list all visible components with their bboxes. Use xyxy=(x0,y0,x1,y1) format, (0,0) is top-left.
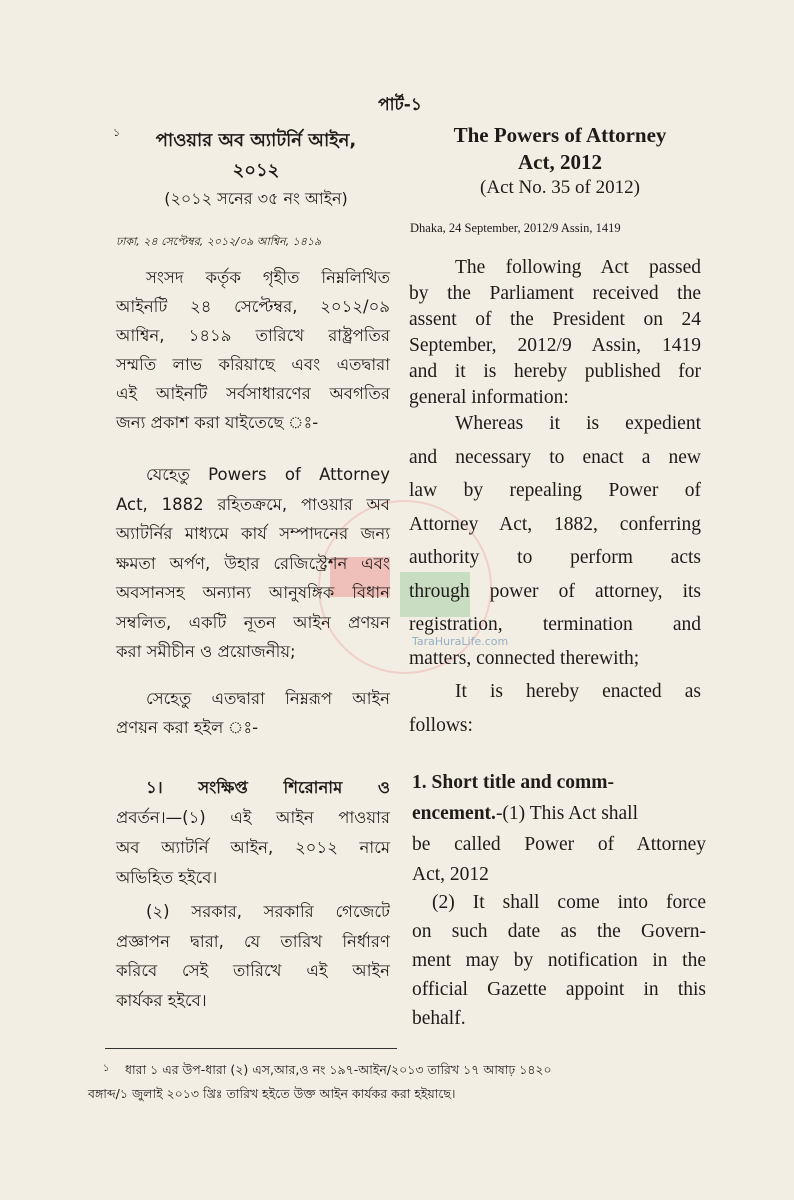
bangla-section1-2-line: (২) সরকার, সরকারি গেজেটে xyxy=(146,902,390,921)
section1-heading-en xyxy=(412,772,706,794)
english-section1-2-line: on such date as the Govern- xyxy=(412,921,706,942)
english-section1-2-line: (2) It shall come into force xyxy=(432,892,706,913)
english-preamble-line: by the Parliament received the xyxy=(409,283,701,304)
bangla-whereas-line: ক্ষমতা অর্পণ, উহার রেজিস্ট্রেশন এবং xyxy=(116,553,390,573)
english-preamble-line: The following Act passed xyxy=(455,257,701,278)
bangla-section1-line: ১। সংক্ষিপ্ত শিরোনাম ও xyxy=(146,778,390,797)
english-title-line1: The Powers of Attorney xyxy=(453,123,667,147)
english-section1-2-line: behalf. xyxy=(412,1008,466,1029)
bangla-whereas-line: অবসানসহ অন্যান্য আনুষঙ্গিক বিধান xyxy=(116,583,390,602)
bangla-whereas-line: অ্যাটর্নির মাধ্যমে কার্য সম্পাদনের জন্য xyxy=(116,524,390,543)
english-title-line2: Act, 2012 xyxy=(518,150,602,174)
english-whereas-line: through power of attorney, its xyxy=(409,580,701,602)
english-enact-line: follows: xyxy=(409,714,473,736)
english-section1-2-line: ment may by notification in the xyxy=(412,950,706,971)
footnote-divider xyxy=(105,1048,397,1049)
english-whereas-line: Whereas it is expedient xyxy=(455,413,701,434)
footnote-line1: ধারা ১ এর উপ-ধারা (২) এস,আর,ও নং ১৯৭-আইন/২০১৩ তারিখ ১৭ আষাঢ় ১৪২০ xyxy=(125,1062,552,1077)
bangla-section1-2-line: কার্যকর হইবে। xyxy=(116,990,207,1010)
bangla-title-line2: ২০১২ xyxy=(232,160,280,181)
english-preamble-line: assent of the President on 24 xyxy=(409,309,701,330)
bangla-preamble-line: সম্মতি লাভ করিয়াছে এবং এতদ্বারা xyxy=(116,355,390,374)
english-section1-line: Act, 2012 xyxy=(412,864,489,885)
english-preamble-line: and it is hereby published for xyxy=(409,361,701,382)
bangla-act-no: (২০১২ সনের ৩৫ নং আইন) xyxy=(164,189,348,208)
english-whereas-line: matters, connected therewith; xyxy=(409,647,640,669)
bangla-enact-line: সেহেতু এতদ্বারা নিম্নরূপ আইন xyxy=(146,689,390,708)
bangla-whereas-line: করা সমীচীন ও প্রয়োজনীয়; xyxy=(116,642,296,661)
bangla-title-line1: পাওয়ার অব অ্যাটর্নি আইন, xyxy=(155,130,357,151)
footnote-mark: ১ xyxy=(103,1063,110,1074)
section1-text: -(1) This Act shall xyxy=(495,803,639,824)
bangla-date: ঢাকা, ২৪ সেপ্টেম্বর, ২০১২/০৯ আশ্বিন, ১৪১৯ xyxy=(116,235,322,248)
english-preamble-line: general information: xyxy=(409,387,569,408)
english-whereas-line: law by repealing Power of xyxy=(409,480,701,501)
bangla-preamble-line: এই আইনটি সর্বসাধারণের অবগতির xyxy=(116,384,390,403)
section1-line1-en xyxy=(412,803,706,825)
section1-heading-line2: encement. xyxy=(412,803,496,824)
part-heading: পার্ট-১ xyxy=(378,95,422,115)
english-date: Dhaka, 24 September, 2012/9 Assin, 1419 xyxy=(410,221,621,235)
english-preamble-line: September, 2012/9 Assin, 1419 xyxy=(409,335,701,356)
bangla-enact-line: প্রণয়ন করা হইল ঃ- xyxy=(116,718,259,737)
bangla-preamble-line: আইনটি ২৪ সেপ্টেম্বর, ২০১২/০৯ xyxy=(116,297,390,316)
bangla-section1-2-line: করিবে সেই তারিখে এই আইন xyxy=(116,961,390,980)
bangla-preamble-line: আশ্বিন, ১৪১৯ তারিখে রাষ্ট্রপতির xyxy=(116,326,390,345)
bangla-section1-line: অভিহিত হইবে। xyxy=(116,868,218,887)
english-whereas-line: authority to perform acts xyxy=(409,547,701,568)
footnote-marker: ১ xyxy=(113,126,121,139)
section1-heading-line1: 1. Short title and comm- xyxy=(412,772,615,793)
bangla-section1-2-line: প্রজ্ঞাপন দ্বারা, যে তারিখ নির্ধারণ xyxy=(116,931,390,951)
english-section1-2-line: official Gazette appoint in this xyxy=(412,979,706,1000)
bangla-section1-line: প্রবর্তন।—(১) এই আইন পাওয়ার xyxy=(116,808,390,827)
english-whereas-line: and necessary to enact a new xyxy=(409,446,701,468)
watermark-text: TaraHuraLife.com xyxy=(412,635,509,648)
english-whereas-line: Attorney Act, 1882, conferring xyxy=(409,513,701,535)
bangla-whereas-line: সম্বলিত, একটি নূতন আইন প্রণয়ন xyxy=(116,612,390,632)
bangla-section1-line: অব অ্যাটর্নি আইন, ২০১২ নামে xyxy=(116,838,390,857)
english-act-no: (Act No. 35 of 2012) xyxy=(480,177,640,198)
bangla-preamble-line: সংসদ কর্তৃক গৃহীত নিম্নলিখিত xyxy=(146,268,390,287)
english-whereas-line: registration, termination and xyxy=(409,614,701,635)
footnote-line2: বঙ্গাব্দ/১ জুলাই ২০১৩ খ্রিঃ তারিখ হইতে উক্ত আইন কার্যকর করা হইয়াছে। xyxy=(88,1086,456,1101)
bangla-whereas-line: Act, 1882 রহিতক্রমে, পাওয়ার অব xyxy=(116,494,390,514)
english-enact-line: It is hereby enacted as xyxy=(455,681,701,702)
bangla-whereas-line: যেহেতু Powers of Attorney xyxy=(146,465,390,484)
english-section1-line: be called Power of Attorney xyxy=(412,834,706,855)
bangla-preamble-line: জন্য প্রকাশ করা যাইতেছে ঃ- xyxy=(116,413,319,432)
